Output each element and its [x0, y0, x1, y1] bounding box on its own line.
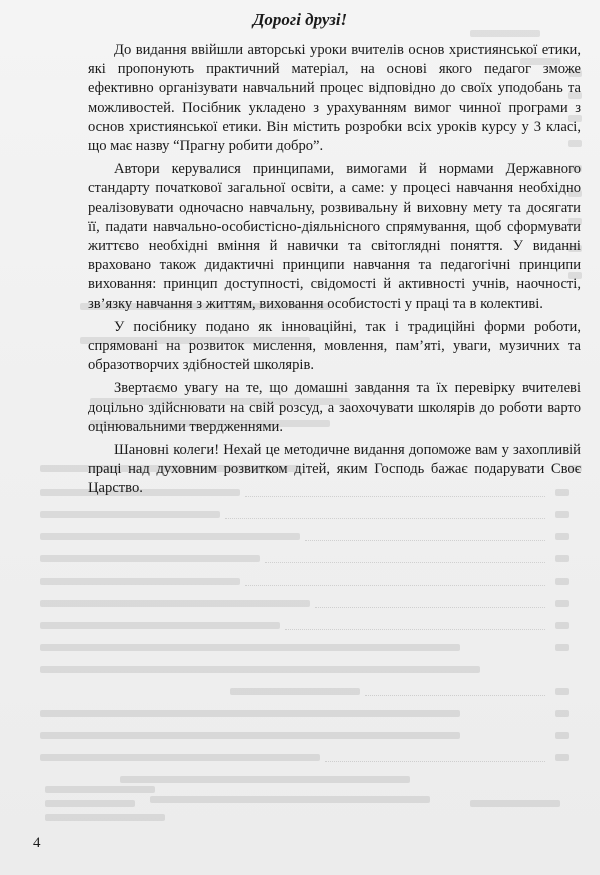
- paragraph-forms-of-work: У посібнику подано як інноваційні, так і традиційні форми роботи, спрямовані на розвиток мислення, мовлення, пам’яті, уваги, музичних та образотворчих здібностей школярів.: [88, 318, 581, 374]
- main-text: [88, 41, 581, 503]
- paragraph-intro: До видання ввійшли авторські уроки вчителів основ християнської етики, які пропонують практичний матеріал, на основі якого педагог зможе ефективно організувати навчальний процес відповідно до своїх уподобань та можливостей. Посібник укладено з урахуванням вимог чинної програми з основ християнської етики. Він містить розробки всіх уроків курсу у 3 класі, що має назву “Прагну робити добро”.: [88, 42, 581, 155]
- paragraph-principles: Автори керувалися принципами, вимогами й нормами Державного стандарту початкової загальної освіти, а саме: у процесі навчання необхідно реалізовувати одночасно навчальну, розвивальну й виховну мету та досягати її, падати навчально-особистісно-діяльнісного спрямування, щоб сформувати життєво необхідні вміння й навички та світоглядні поняття. У виданні враховано також дидактичні принципи навчання та педагогічні принципи виховання: принцип доступності, свідомості й активності учнів, наочності, зв’язку навчання з життям, виховання особистості у праці та в колективі.: [88, 161, 581, 312]
- page-number: 4: [33, 835, 41, 851]
- paragraph-homework: Звертаємо увагу на те, що домашні завдання та їх перевірку вчителеві доцільно здійснювати на свій розсуд, а заохочувати школярів до роботи варто оцінювальними твердженнями.: [88, 380, 581, 435]
- page-title: Дорогі друзі!: [252, 10, 348, 29]
- paragraph-closing: Шановні колеги! Нехай це методичне видання допоможе вам у захопливій праці над духовним розвитком дітей, яким Господь бажає подарувати Своє Царство.: [88, 442, 581, 497]
